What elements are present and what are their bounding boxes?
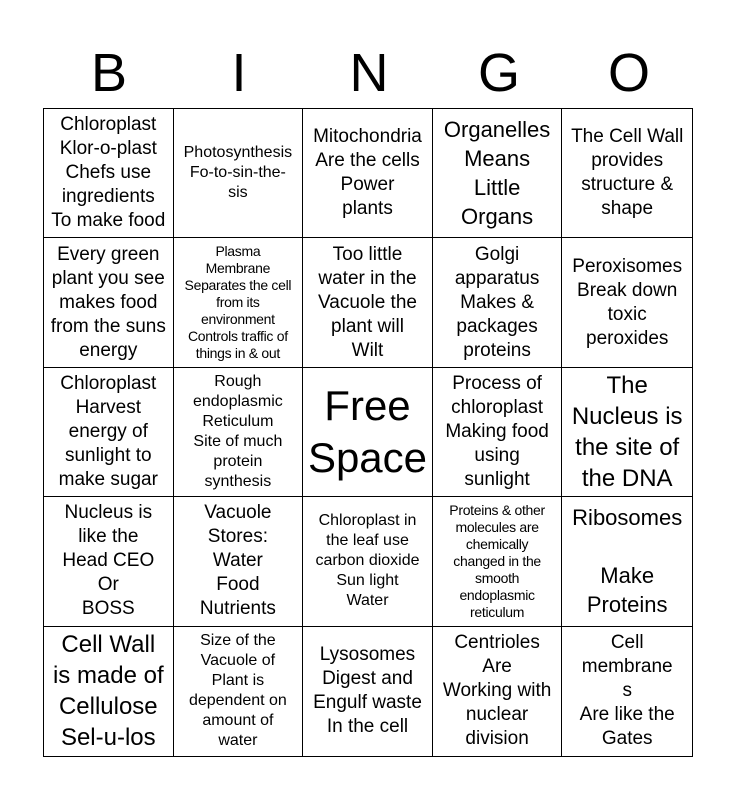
bingo-cell-22[interactable]: Size of the Vacuole of Plant is dependent on amount of water	[174, 627, 304, 756]
bingo-cell-4[interactable]: Organelles Means Little Organs	[433, 109, 563, 238]
bingo-cell-9[interactable]: Golgi apparatus Makes & packages proteins	[433, 238, 563, 367]
free-space-cell[interactable]: Free Space	[303, 368, 433, 497]
bingo-cell-12[interactable]: Rough endoplasmic Reticulum Site of much protein synthesis	[174, 368, 304, 497]
bingo-cell-8[interactable]: Too little water in the Vacuole the plant will Wilt	[303, 238, 433, 367]
bingo-cell-20[interactable]: Ribosomes Make Proteins	[562, 497, 692, 626]
bingo-cell-23[interactable]: Lysosomes Digest and Engulf waste In the cell	[303, 627, 433, 756]
bingo-cell-16[interactable]: Nucleus is like the Head CEO Or BOSS	[44, 497, 174, 626]
bingo-cell-14[interactable]: Process of chloroplast Making food using sunlight	[433, 368, 563, 497]
bingo-cell-24[interactable]: Centrioles Are Working with nuclear division	[433, 627, 563, 756]
bingo-cell-5[interactable]: The Cell Wall provides structure & shape	[562, 109, 692, 238]
bingo-card-grid	[43, 108, 693, 757]
bingo-cell-19[interactable]: Proteins & other molecules are chemically changed in the smooth endoplasmic reticulum	[433, 497, 563, 626]
header-letter-b: B	[90, 43, 128, 103]
bingo-cell-25[interactable]: Cell membrane s Are like the Gates	[579, 632, 675, 750]
header-letter-i: I	[231, 43, 247, 103]
bingo-cell-1[interactable]: Chloroplast Klor-o-plast Chefs use ingredients To make food	[44, 109, 174, 238]
bingo-cell-2[interactable]: Photosynthesis Fo-to-sin-the- sis	[174, 109, 304, 238]
bingo-cell-11[interactable]: Chloroplast Harvest energy of sunlight to make sugar	[44, 368, 174, 497]
header-letter-n: N	[349, 43, 389, 103]
bingo-cell-6[interactable]: Every green plant you see makes food from the suns energy	[44, 238, 174, 367]
bingo-cell-7[interactable]: Plasma Membrane Separates the cell from its environment Controls traffic of things in & out	[174, 238, 304, 367]
bingo-cell-17[interactable]: Vacuole Stores: Water Food Nutrients	[174, 497, 304, 626]
bingo-cell-10[interactable]: Peroxisomes Break down toxic peroxides	[562, 238, 692, 367]
bingo-cell-15[interactable]: The Nucleus is the site of the DNA	[562, 368, 692, 497]
header-letter-o: O	[607, 43, 650, 103]
bingo-cell-18[interactable]: Chloroplast in the leaf use carbon dioxide Sun light Water	[303, 497, 433, 626]
bingo-cell-3[interactable]: Mitochondria Are the cells Power plants	[303, 109, 433, 238]
bingo-cell-21[interactable]: Cell Wall is made of Cellulose Sel-u-los	[44, 627, 174, 756]
header-letter-g: G	[477, 43, 520, 103]
bingo-header	[44, 40, 694, 106]
